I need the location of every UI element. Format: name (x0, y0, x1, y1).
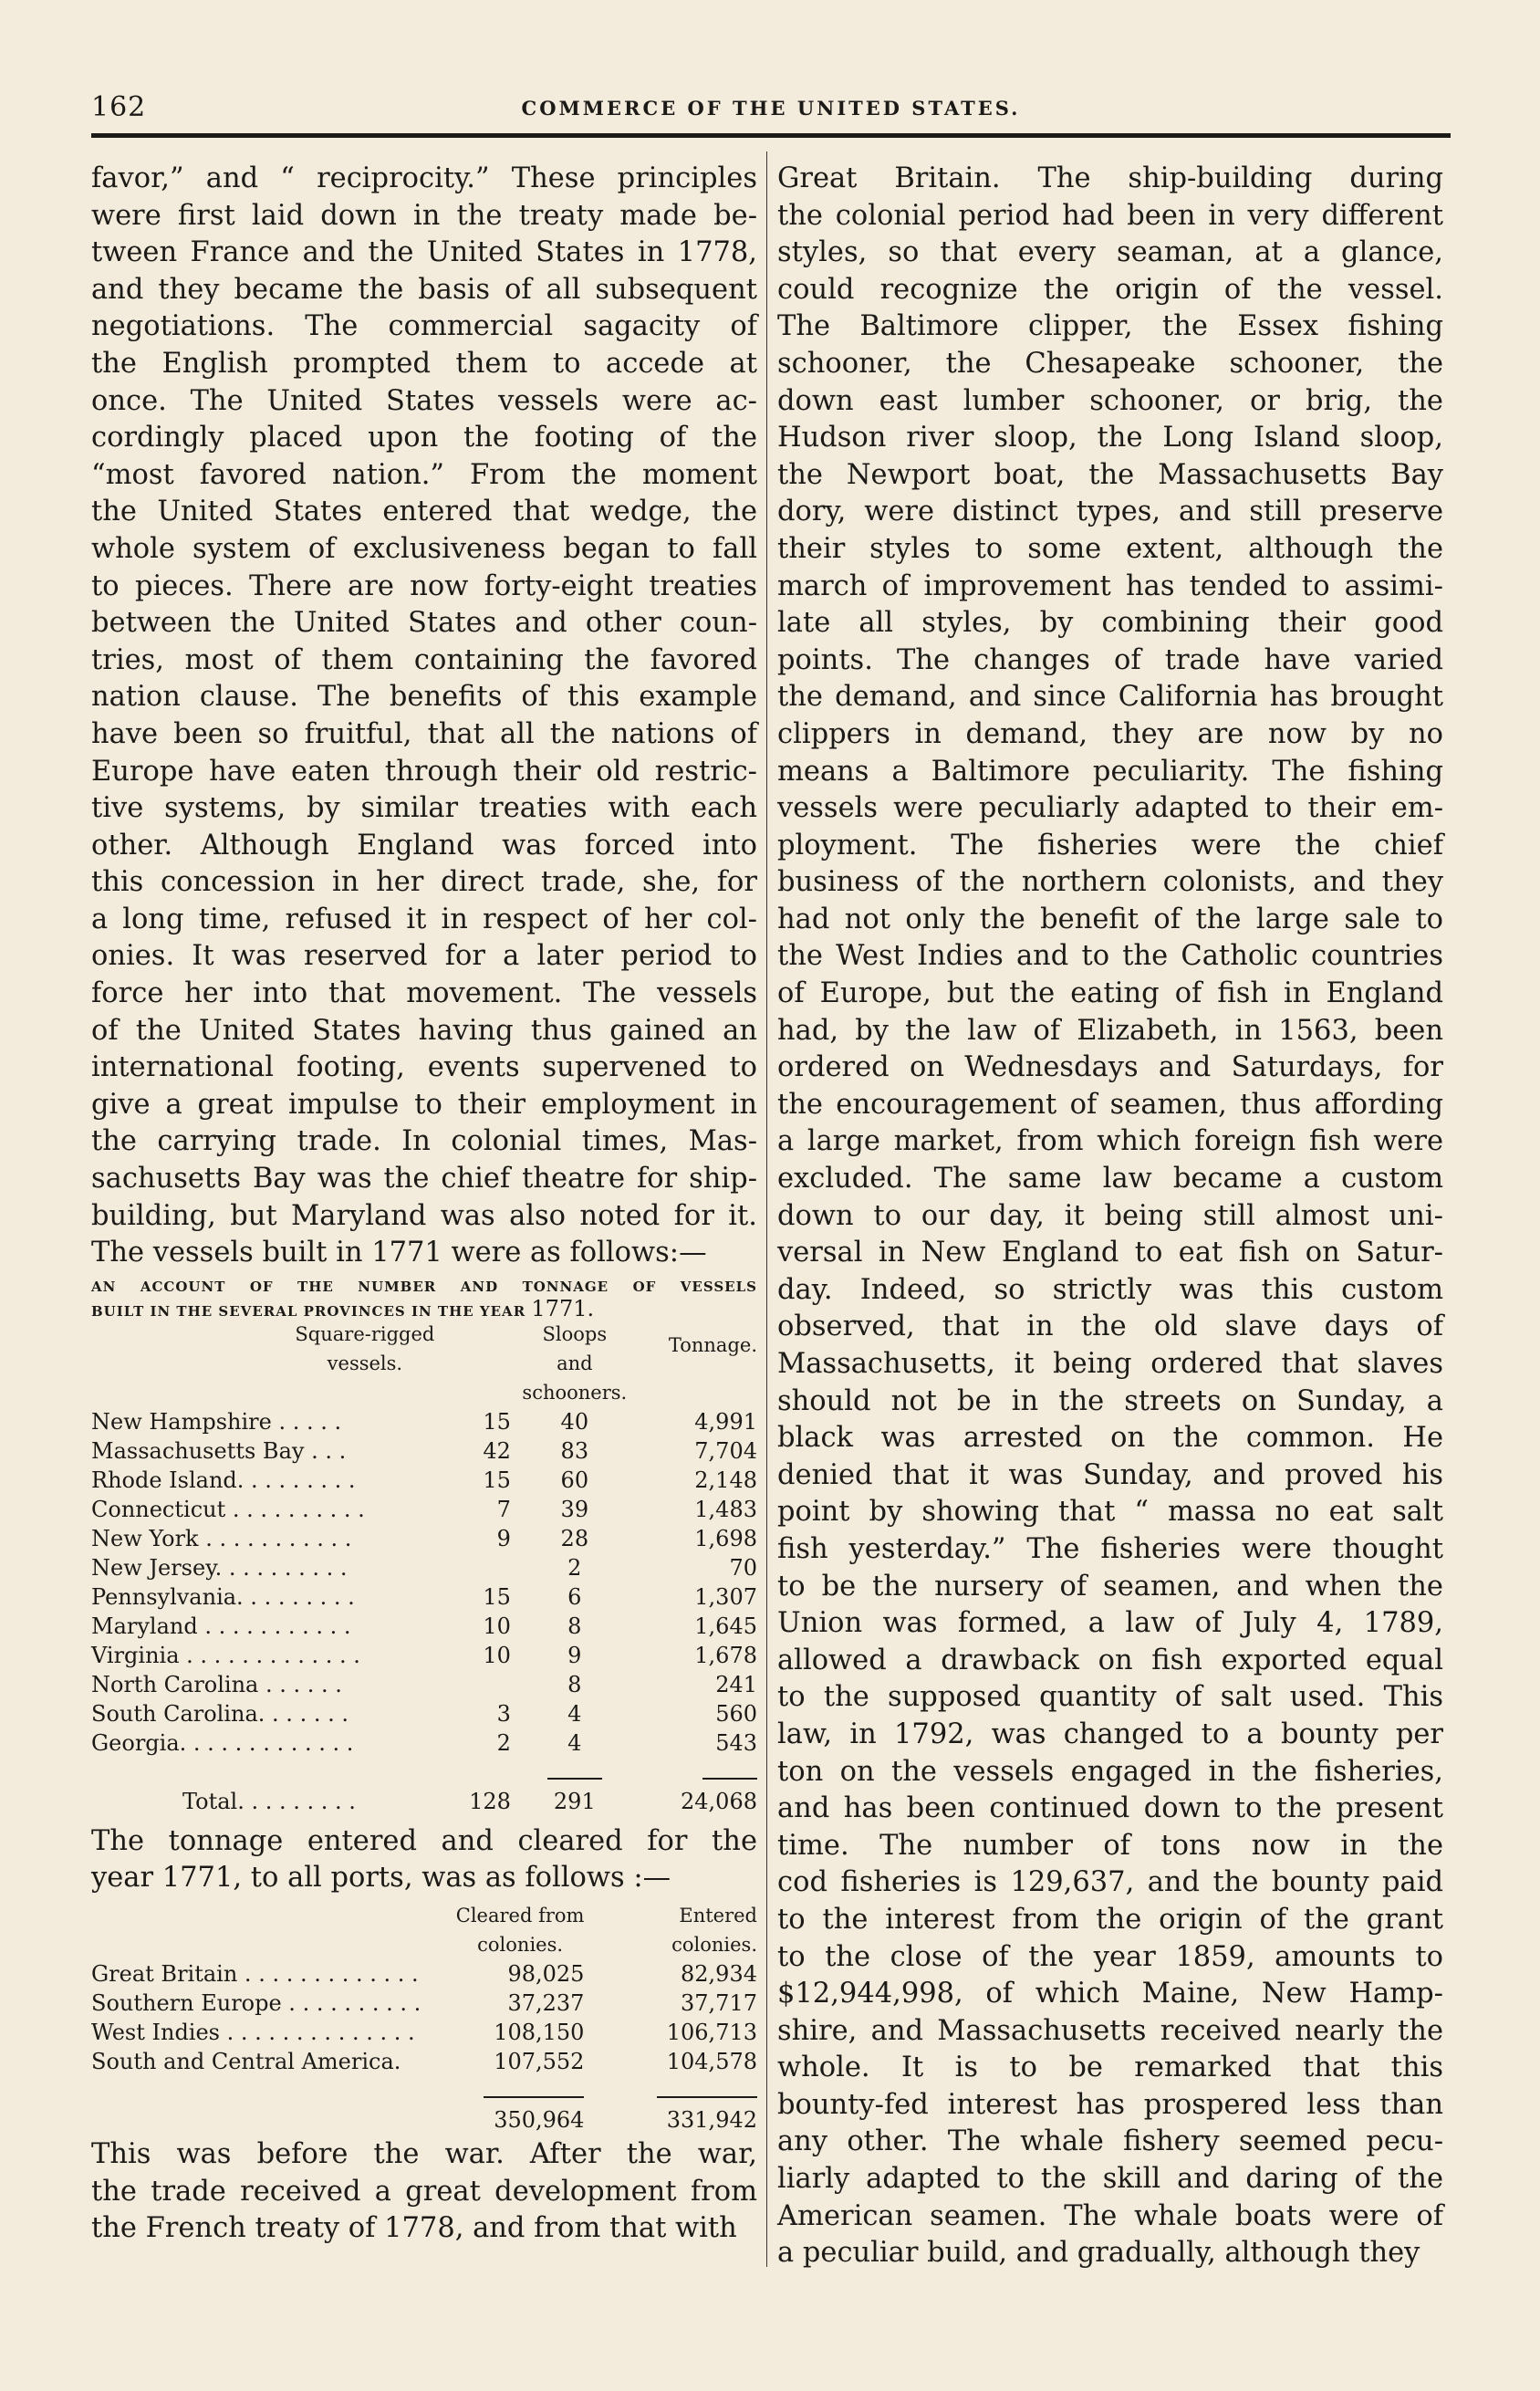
text-line: a large market, from which foreign fish were (777, 1125, 1443, 1158)
text-line: day. Indeed, so strictly was this custom (777, 1273, 1443, 1306)
province-name: Rhode Island. . . . . . . . . (91, 1467, 356, 1493)
province-name: New York . . . . . . . . . . . (91, 1525, 352, 1551)
destination-name: West Indies . . . . . . . . . . . . . . (91, 2020, 415, 2045)
text-line: force her into that movement. The vessels (91, 977, 757, 1010)
table-sum-rule (91, 1758, 757, 1787)
text-line: cordingly placed upon the footing of the (91, 422, 757, 454)
running-title: COMMERCE OF THE UNITED STATES. (521, 97, 1021, 120)
text-line: have been so fruitful, that all the nations of (91, 717, 757, 750)
square-rigged-count: 7 (496, 1496, 511, 1522)
text-line: onies. It was reserved for a later period to (91, 940, 757, 973)
text-line: tween France and the United States in 1778, (91, 236, 757, 269)
tonnage-value: 2,148 (694, 1467, 757, 1493)
entered-value: 82,934 (681, 1961, 757, 1987)
destination-name: Great Britain . . . . . . . . . . . . . (91, 1961, 419, 1987)
entered-value: 106,713 (666, 2020, 757, 2045)
text-line: nation clause. The benefits of this example (91, 681, 757, 714)
text-line: the encouragement of seamen, thus affording (777, 1088, 1443, 1121)
text-line: to the supposed quantity of salt used. This (777, 1681, 1443, 1714)
sloops-count: 60 (560, 1467, 589, 1493)
text-line: allowed a drawback on fish exported equal (777, 1644, 1443, 1676)
text-line: had, by the law of Elizabeth, in 1563, been (777, 1014, 1443, 1047)
right-column (777, 161, 1443, 2272)
text-line: bounty-fed interest has prospered less than (777, 2088, 1443, 2121)
table-row (91, 1582, 757, 1612)
col-header-sloops-3: schooners. (522, 1381, 628, 1404)
col-header-entered-2: colonies. (671, 1934, 757, 1956)
text-line: down east lumber schooner, or brig, the (777, 384, 1443, 417)
sloops-count: 4 (567, 1729, 582, 1756)
tonnage-value: 1,307 (694, 1583, 757, 1610)
text-line: schooner, the Chesapeake schooner, the (777, 347, 1443, 380)
col-header-square-rigged-2: vessels. (327, 1352, 403, 1374)
text-line: black was arrested on the common. He (777, 1422, 1443, 1455)
cleared-value: 98,025 (507, 1961, 585, 1987)
text-line: should not be in the streets on Sunday, a (777, 1384, 1443, 1417)
sloops-count: 6 (567, 1583, 582, 1610)
entered-value: 37,717 (681, 1990, 757, 2016)
tonnage-value: 1,483 (694, 1496, 757, 1522)
table-row (91, 1524, 757, 1553)
text-line: shire, and Massachusetts received nearly the (777, 2014, 1443, 2047)
table-row (91, 1612, 757, 1641)
table-caption-year: 1771. (531, 1295, 595, 1321)
text-line: time. The number of tons now in the (777, 1829, 1443, 1862)
text-line: any other. The whale fishery seemed pecu- (777, 2125, 1443, 2158)
total-label: Total. . . . . . . . . (182, 1788, 356, 1814)
square-rigged-count: 3 (496, 1700, 511, 1727)
text-line: excluded. The same law became a custom (777, 1163, 1443, 1196)
text-line: of Europe, but the eating of fish in England (777, 977, 1443, 1010)
text-line: tive systems, by similar treaties with each (91, 792, 757, 825)
col-header-cleared: Cleared from (455, 1905, 585, 1926)
cleared-value: 108,150 (494, 2020, 585, 2045)
tonnage-value: 7,704 (694, 1437, 757, 1464)
text-line: had not only the benefit of the large sale to (777, 903, 1443, 935)
sloops-count: 40 (560, 1408, 589, 1435)
page-header (91, 91, 1451, 128)
text-line: The Baltimore clipper, the Essex fishing (777, 310, 1443, 343)
text-line: to pieces. There are now forty-eight treaties (91, 569, 757, 602)
sloops-count: 39 (560, 1496, 589, 1522)
province-name: Maryland . . . . . . . . . . . (91, 1613, 351, 1639)
text-line: year 1771, to all ports, was as follows :— (91, 1862, 671, 1895)
text-line: to the interest from the origin of the grant (777, 1903, 1443, 1936)
page-number: 162 (91, 91, 147, 123)
tonnage-value: 70 (729, 1554, 757, 1581)
province-name: North Carolina . . . . . . (91, 1671, 342, 1697)
text-line: The tonnage entered and cleared for the (91, 1824, 757, 1857)
text-line: negotiations. The commercial sagacity of (91, 310, 757, 343)
paragraph-right (777, 161, 1443, 2272)
text-line: the French treaty of 1778, and from that with (91, 2212, 737, 2245)
sloops-count: 8 (567, 1671, 582, 1697)
text-line: late all styles, by combining their good (777, 607, 1443, 640)
text-line: ployment. The fisheries were the chief (777, 829, 1443, 861)
text-line: between the United States and other coun- (91, 607, 757, 640)
province-name: Connecticut . . . . . . . . . . (91, 1496, 365, 1522)
text-line: the demand, and since California has brought (777, 681, 1443, 714)
table-row (91, 1641, 757, 1670)
destination-name: South and Central America. (91, 2049, 401, 2074)
text-line: to the close of the year 1859, amounts to (777, 1940, 1443, 1973)
header-rule (91, 133, 1451, 138)
square-rigged-count: 10 (483, 1613, 511, 1639)
text-line: $12,944,998, of which Maine, New Hamp- (777, 1978, 1443, 2010)
table-total-row (91, 1787, 757, 1816)
entered-value: 104,578 (666, 2049, 757, 2074)
text-line: this concession in her direct trade, she, for (91, 866, 757, 899)
sloops-count: 4 (567, 1700, 582, 1727)
text-line: means a Baltimore peculiarity. The fishing (777, 755, 1443, 788)
table-row (91, 1495, 757, 1524)
square-rigged-count: 10 (483, 1642, 511, 1668)
tonnage-value: 1,698 (694, 1525, 757, 1551)
tonnage-value: 4,991 (694, 1408, 757, 1435)
col-header-square-rigged: Square-rigged (295, 1322, 435, 1345)
text-line: their styles to some extent, although the (777, 532, 1443, 565)
text-line: were first laid down in the treaty made be- (91, 199, 757, 232)
text-line: and they became the basis of all subsequent (91, 273, 757, 306)
text-line: the English prompted them to accede at (91, 347, 757, 380)
text-line: vessels were peculiarly adapted to their em- (777, 792, 1443, 825)
province-name: New Hampshire . . . . . (91, 1408, 342, 1435)
province-name: South Carolina. . . . . . . (91, 1700, 349, 1727)
table-row (91, 1553, 757, 1582)
text-line: of the United States having thus gained an (91, 1014, 757, 1047)
text-line: tries, most of them containing the favored (91, 643, 757, 676)
destination-name: Southern Europe . . . . . . . . . . (91, 1990, 421, 2016)
col-header-sloops: Sloops (542, 1322, 608, 1345)
text-line: This was before the war. After the war, (91, 2138, 757, 2170)
text-line: cod fisheries is 129,637, and the bounty paid (777, 1866, 1443, 1899)
sloops-count: 8 (567, 1613, 582, 1639)
text-line: Union was formed, a law of July 4, 1789, (777, 1607, 1443, 1640)
table-row (91, 1407, 757, 1436)
text-line: once. The United States vessels were ac- (91, 384, 757, 417)
sloops-count: 83 (560, 1437, 589, 1464)
text-line: Massachusetts, it being ordered that slaves (777, 1348, 1443, 1380)
tonnage-value: 543 (715, 1729, 757, 1756)
square-rigged-count: 2 (496, 1729, 511, 1756)
text-line: whole. It is to be remarked that this (777, 2052, 1443, 2084)
text-line: Europe have eaten through their old restric- (91, 755, 757, 788)
tonnage-value: 560 (715, 1700, 757, 1727)
tonnage-value: 1,645 (694, 1613, 757, 1639)
text-line: a long time, refused it in respect of her col- (91, 903, 757, 935)
text-line: American seamen. The whale boats were of (777, 2199, 1443, 2232)
table-row (91, 1989, 757, 2018)
tonnage-table (91, 1901, 757, 2135)
total-cleared: 350,964 (494, 2107, 585, 2133)
province-name: New Jersey. . . . . . . . . . (91, 1554, 348, 1581)
text-line: the Newport boat, the Massachusetts Bay (777, 458, 1443, 491)
text-line: could recognize the origin of the vessel. (777, 273, 1443, 306)
table-caption-line-1: AN ACCOUNT OF THE NUMBER AND TONNAGE OF VESSELS (91, 1278, 757, 1295)
text-line: the West Indies and to the Catholic countries (777, 940, 1443, 973)
text-line: international footing, events supervened to (91, 1051, 757, 1084)
text-line: The vessels built in 1771 were as follows:— (91, 1237, 707, 1269)
paragraph-3 (91, 2136, 757, 2248)
total-square-rigged: 128 (469, 1788, 511, 1814)
sloops-count: 2 (567, 1554, 582, 1581)
cleared-value: 107,552 (494, 2049, 585, 2074)
table-row (91, 1728, 757, 1758)
text-line: observed, that in the old slave days of (777, 1310, 1443, 1343)
table-row (91, 1699, 757, 1728)
text-line: other. Although England was forced into (91, 829, 757, 861)
text-line: the carrying trade. In colonial times, Mas- (91, 1125, 757, 1158)
text-line: the United States entered that wedge, the (91, 496, 757, 528)
table-row (91, 1670, 757, 1699)
text-line: business of the northern colonists, and they (777, 866, 1443, 899)
text-line: ordered on Wednesdays and Saturdays, for (777, 1051, 1443, 1084)
text-line: down to our day, it being still almost uni- (777, 1199, 1443, 1232)
text-line: clippers in demand, they are now by no (777, 717, 1443, 750)
table-vessels (91, 1276, 757, 1816)
tonnage-value: 1,678 (694, 1642, 757, 1668)
vessels-table (91, 1320, 757, 1816)
text-line: the colonial period had been in very different (777, 199, 1443, 232)
total-sloops: 291 (553, 1788, 596, 1814)
tonnage-sum-rule (91, 2076, 757, 2105)
text-line: Hudson river sloop, the Long Island sloop, (777, 422, 1443, 454)
text-line: fish yesterday.” The fisheries were thought (777, 1532, 1443, 1565)
table-row (91, 2047, 757, 2076)
text-line: denied that it was Sunday, and proved his (777, 1458, 1443, 1491)
text-line: versal in New England to eat fish on Satur- (777, 1237, 1443, 1269)
tonnage-header-row (91, 1901, 757, 1959)
text-line: and has been continued down to the present (777, 1792, 1443, 1825)
text-line: the trade received a great development from (91, 2175, 757, 2208)
tonnage-value: 241 (715, 1671, 757, 1697)
total-entered: 331,942 (666, 2107, 757, 2133)
table-row (91, 1466, 757, 1495)
text-line: liarly adapted to the skill and daring of the (777, 2163, 1443, 2196)
province-name: Georgia. . . . . . . . . . . . . (91, 1729, 354, 1756)
text-line: points. The changes of trade have varied (777, 643, 1443, 676)
text-line: Great Britain. The ship-building during (777, 162, 1443, 194)
tonnage-total-row (91, 2105, 757, 2135)
col-header-cleared-2: colonies. (477, 1934, 564, 1956)
province-name: Pennsylvania. . . . . . . . . (91, 1583, 355, 1610)
text-line: a peculiar build, and gradually, although they (777, 2237, 1420, 2270)
province-name: Massachusetts Bay . . . (91, 1437, 347, 1464)
square-rigged-count: 42 (483, 1437, 511, 1464)
col-header-sloops-2: and (557, 1352, 593, 1374)
column-divider (766, 151, 767, 2267)
text-line: point by showing that “ massa no eat salt (777, 1496, 1443, 1529)
square-rigged-count (365, 1670, 511, 1699)
text-line: law, in 1792, was changed to a bounty per (777, 1718, 1443, 1750)
text-line: favor,” and “ reciprocity.” These principles (91, 162, 757, 194)
text-line: “most favored nation.” From the moment (91, 458, 757, 491)
square-rigged-count: 9 (496, 1525, 511, 1551)
text-line: to be the nursery of seamen, and when the (777, 1570, 1443, 1603)
table-caption-line-2: BUILT IN THE SEVERAL PROVINCES IN THE YEAR 1771. (91, 1295, 595, 1321)
text-line: styles, so that every seaman, at a glance, (777, 236, 1443, 269)
col-header-entered: Entered (679, 1905, 757, 1926)
sloops-count: 9 (567, 1642, 582, 1668)
table-row (91, 1959, 757, 1989)
text-line: whole system of exclusiveness began to fall (91, 532, 757, 565)
text-line: give a great impulse to their employment in (91, 1088, 757, 1121)
table-row (91, 1436, 757, 1466)
col-header-tonnage: Tonnage. (668, 1333, 757, 1356)
left-column (91, 161, 757, 2248)
total-tonnage: 24,068 (681, 1788, 757, 1814)
square-rigged-count: 15 (483, 1583, 511, 1610)
text-line: sachusetts Bay was the chief theatre for ship- (91, 1163, 757, 1196)
table-header-row (91, 1320, 757, 1407)
table-row (91, 2018, 757, 2047)
text-line: dory, were distinct types, and still preserve (777, 496, 1443, 528)
paragraph-2 (91, 1823, 757, 1897)
text-line: march of improvement has tended to assimi- (777, 569, 1443, 602)
square-rigged-count: 15 (483, 1467, 511, 1493)
text-line: building, but Maryland was also noted for it. (91, 1199, 757, 1232)
sloops-count: 28 (560, 1525, 589, 1551)
square-rigged-count (365, 1553, 511, 1582)
province-name: Virginia . . . . . . . . . . . . . (91, 1642, 360, 1668)
square-rigged-count: 15 (483, 1408, 511, 1435)
cleared-value: 37,237 (507, 1990, 585, 2016)
paragraph-1 (91, 161, 757, 1272)
text-line: ton on the vessels engaged in the fisheries, (777, 1755, 1443, 1788)
